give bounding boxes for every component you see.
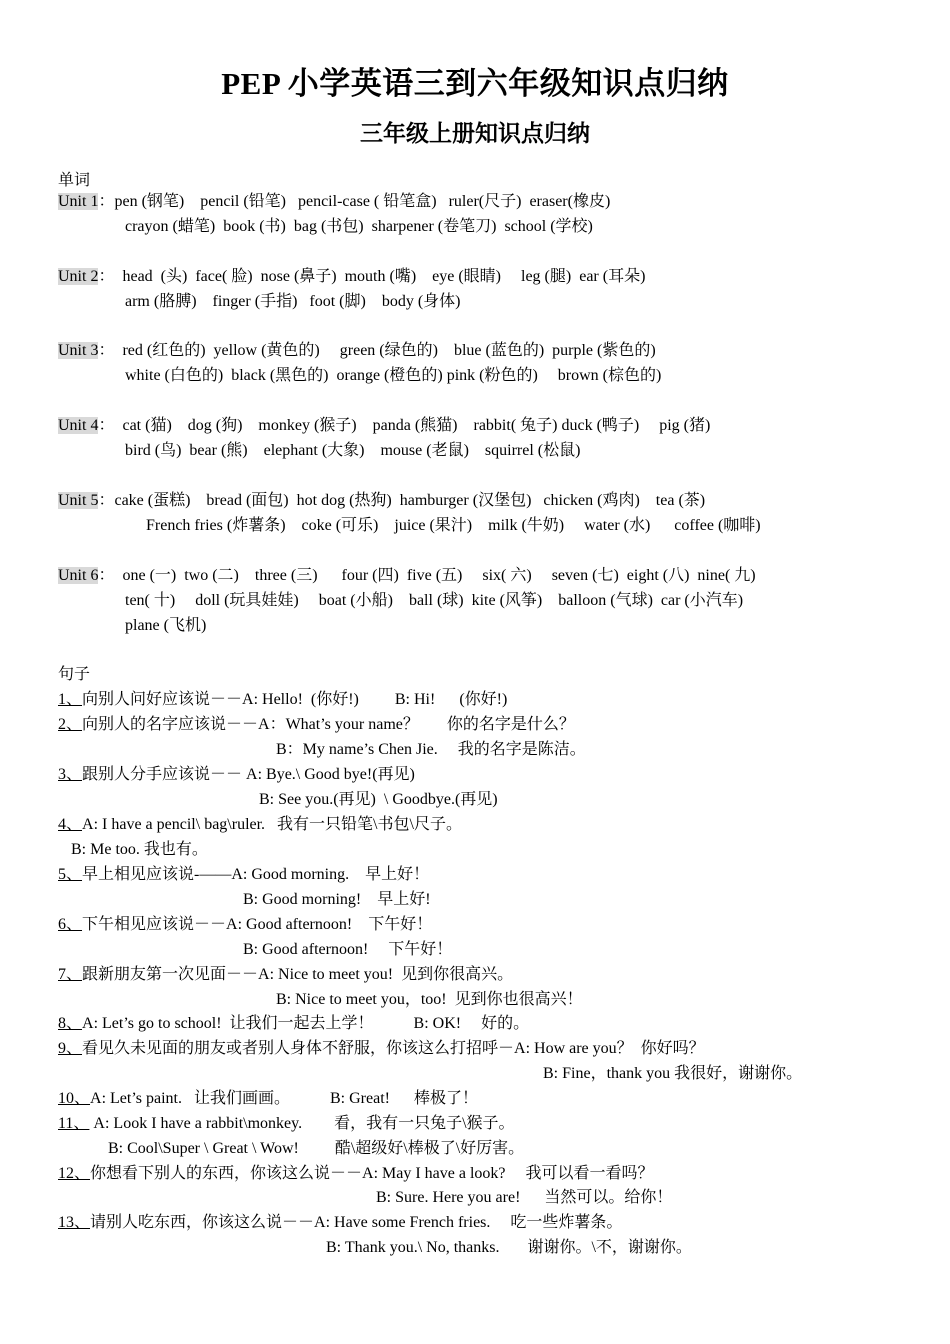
unit-3-line-2: white (白色的) black (黑色的) orange (橙色的) pink (粉色的) brown (棕色的) (125, 367, 662, 384)
sentence-13-reply: B: Thank you.\ No, thanks. 谢谢你。\不，谢谢你。 (326, 1239, 692, 1256)
sentence-2-reply: B：My name’s Chen Jie. 我的名字是陈洁。 (276, 741, 586, 758)
unit-2-line-2: arm (胳膊) finger (手指) foot (脚) body (身体) (125, 293, 461, 310)
sentence-11: 11、 A: Look I have a rabbit\monkey. 看，我有一只兔子\猴子。 (58, 1115, 515, 1132)
sentence-11-reply: B: Cool\Super \ Great \ Wow! 酷\超级好\棒极了\好厉害。 (108, 1140, 525, 1157)
unit-4-line-2: bird (鸟) bear (熊) elephant (大象) mouse (老鼠) squirrel (松鼠) (125, 442, 581, 459)
sentence-number: 12、 (58, 1165, 91, 1182)
sentence-2: 2、向别人的名字应该说－－A：What’s your name？ 你的名字是什么？ (58, 716, 575, 733)
section-subtitle: 三年级上册知识点归纳 (360, 121, 590, 146)
sentence-3: 3、跟别人分手应该说－－ A: Bye.\ Good bye!(再见) (58, 766, 415, 783)
unit-3-line-1: Unit 3： red (红色的) yellow (黄色的) green (绿色的) blue (蓝色的) purple (紫色的) (58, 342, 656, 359)
unit-vocab: cake (蛋糕) bread (面包) hot dog (热狗) hamburger (汉堡包) chicken (鸡肉) tea (茶) (114, 492, 706, 509)
sentence-5-reply: B: Good morning! 早上好! (243, 891, 431, 908)
sentence-7: 7、跟新朋友第一次见面－－A: Nice to meet you! 见到你很高兴。 (58, 966, 514, 983)
sentence-5: 5、早上相见应该说-——A: Good morning. 早上好！ (58, 866, 430, 883)
sentence-number: 11、 (58, 1115, 90, 1132)
vocab-heading: 单词 (58, 172, 91, 189)
sentence-number: 9、 (58, 1040, 83, 1057)
sentence-4-reply: B: Me too. 我也有。 (71, 841, 208, 858)
sentence-8: 8、A: Let’s go to school! 让我们一起去上学！ B: OK! 好的。 (58, 1015, 530, 1032)
sentence-6: 6、下午相见应该说－－A: Good afternoon! 下午好！ (58, 916, 433, 933)
unit-4-line-1: Unit 4： cat (猫) dog (狗) monkey (猴子) panda (熊猫) rabbit( 兔子) duck (鸭子) pig (猪) (58, 417, 711, 434)
sentence-number: 5、 (58, 866, 83, 883)
document-title: PEP 小学英语三到六年级知识点归纳 (221, 66, 729, 101)
sentence-12: 12、你想看下别人的东西，你该这么说－－A: May I have a look? 我可以看一看吗？ (58, 1165, 654, 1182)
unit-1-line-2: crayon (蜡笔) book (书) bag (书包) sharpener (卷笔刀) school (学校) (125, 218, 593, 235)
sentence-13: 13、请别人吃东西，你该这么说－－A: Have some French fries. 吃一些炸薯条。 (58, 1214, 623, 1231)
sentence-7-reply: B: Nice to meet you，too! 见到你也很高兴！ (276, 991, 583, 1008)
unit-tag: Unit 1 (58, 193, 99, 210)
sentence-number: 7、 (58, 966, 83, 983)
sentence-1: 1、向别人问好应该说－－A: Hello! (你好!) B: Hi! (你好!) (58, 691, 508, 708)
sentence-number: 4、 (58, 816, 83, 833)
unit-2-line-1: Unit 2： head (头) face( 脸) nose (鼻子) mouth (嘴) eye (眼睛) leg (腿) ear (耳朵) (58, 268, 646, 285)
sentence-number: 8、 (58, 1015, 83, 1032)
unit-vocab: cat (猫) dog (狗) monkey (猴子) panda (熊猫) rabbit( 兔子) duck (鸭子) pig (猪) (114, 417, 711, 434)
unit-tag: Unit 5 (58, 492, 99, 509)
unit-tag: Unit 6 (58, 567, 99, 584)
sentences-heading: 句子 (58, 666, 91, 683)
unit-vocab: head (头) face( 脸) nose (鼻子) mouth (嘴) eye (眼睛) leg (腿) ear (耳朵) (114, 268, 646, 285)
unit-6-line-1: Unit 6： one (一) two (二) three (三) four (四) five (五) six( 六) seven (七) eight (八) nine( 九) (58, 567, 756, 584)
unit-5-line-1: Unit 5：cake (蛋糕) bread (面包) hot dog (热狗) hamburger (汉堡包) chicken (鸡肉) tea (茶) (58, 492, 706, 509)
unit-vocab: red (红色的) yellow (黄色的) green (绿色的) blue (蓝色的) purple (紫色的) (114, 342, 656, 359)
sentence-10: 10、A: Let’s paint. 让我们画画。 B: Great! 棒极了！ (58, 1090, 478, 1107)
unit-6-line-2: ten( 十) doll (玩具娃娃) boat (小船) ball (球) kite (风筝) balloon (气球) car (小汽车) (125, 592, 744, 609)
sentence-4: 4、A: I have a pencil\ bag\ruler. 我有一只铅笔\书包\尺子。 (58, 816, 462, 833)
unit-vocab: one (一) two (二) three (三) four (四) five (五) six( 六) seven (七) eight (八) nine( 九) (114, 567, 756, 584)
unit-5-line-2: French fries (炸薯条) coke (可乐) juice (果汁) milk (牛奶) water (水) coffee (咖啡) (146, 517, 761, 534)
unit-tag: Unit 2 (58, 268, 99, 285)
sentence-number: 6、 (58, 916, 83, 933)
sentence-9-reply: B: Fine，thank you 我很好，谢谢你。 (543, 1065, 803, 1082)
sentence-3-reply: B: See you.(再见) \ Goodbye.(再见) (259, 791, 498, 808)
sentence-number: 10、 (58, 1090, 91, 1107)
sentence-9: 9、看见久未见面的朋友或者别人身体不舒服，你该这么打招呼－A: How are you？ 你好吗？ (58, 1040, 705, 1057)
unit-vocab: pen (钢笔) pencil (铅笔) pencil-case ( 铅笔盒) ruler(尺子) eraser(橡皮) (114, 193, 611, 210)
sentence-number: 2、 (58, 716, 83, 733)
sentence-12-reply: B: Sure. Here you are! 当然可以。给你！ (376, 1189, 673, 1206)
unit-6-line-3: plane (飞机) (125, 617, 207, 634)
sentence-number: 13、 (58, 1214, 91, 1231)
sentence-6-reply: B: Good afternoon! 下午好！ (243, 941, 453, 958)
sentence-number: 3、 (58, 766, 83, 783)
sentence-number: 1、 (58, 691, 83, 708)
unit-tag: Unit 3 (58, 342, 99, 359)
unit-1-line-1: Unit 1：pen (钢笔) pencil (铅笔) pencil-case ( 铅笔盒) ruler(尺子) eraser(橡皮) (58, 193, 611, 210)
unit-tag: Unit 4 (58, 417, 99, 434)
